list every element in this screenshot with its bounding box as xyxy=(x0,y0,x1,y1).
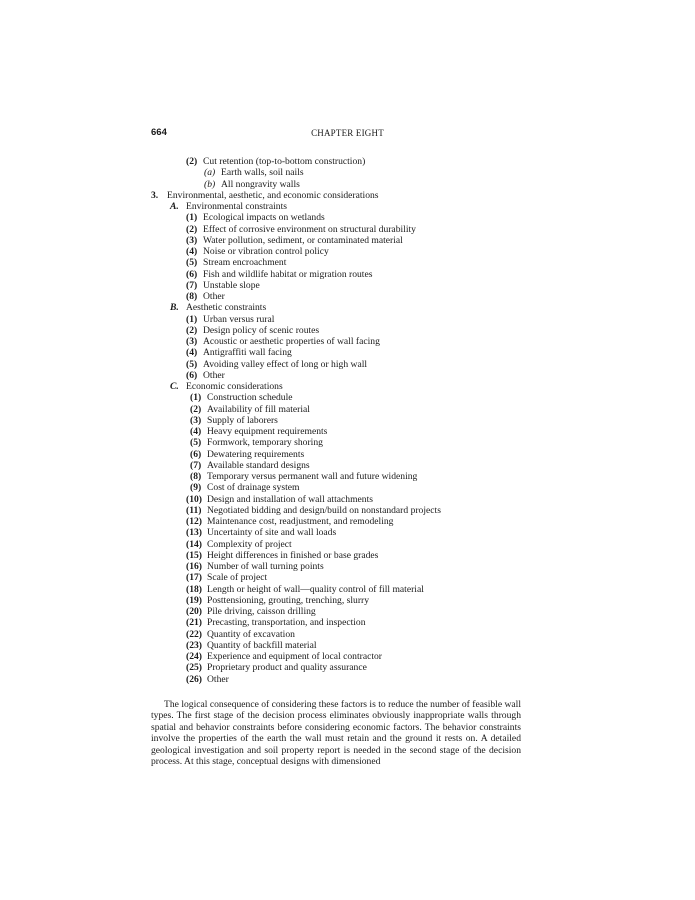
list-item-text: Height differences in finished or base grades xyxy=(207,549,379,561)
list-item-text: Formwork, temporary shoring xyxy=(207,437,323,449)
group-heading-text: Aesthetic constraints xyxy=(186,302,267,314)
list-item-number: (8) xyxy=(190,471,202,482)
group-heading xyxy=(170,302,267,314)
list-item xyxy=(186,223,416,235)
page-number: 664 xyxy=(151,127,167,138)
list-item xyxy=(190,459,310,471)
list-item xyxy=(186,347,292,359)
list-item-number: (24) xyxy=(186,651,202,662)
list-item-text: Posttensioning, grouting, trenching, slurry xyxy=(207,594,370,606)
list-item-text: Other xyxy=(203,291,225,302)
list-item-text: Cost of drainage system xyxy=(207,482,300,494)
list-item-number: (6) xyxy=(190,448,202,460)
list-item-number: (3) xyxy=(190,414,202,426)
list-item-text: Construction schedule xyxy=(207,392,293,404)
list-item-number: (15) xyxy=(186,549,202,561)
list-item-text: Quantity of excavation xyxy=(207,628,295,640)
group-heading xyxy=(170,381,283,392)
list-item-number: (5) xyxy=(186,358,198,370)
section-heading-text: Environmental, aesthetic, and economic considerations xyxy=(167,189,379,201)
list-item-number: (22) xyxy=(186,628,202,640)
list-item xyxy=(186,268,373,280)
list-item-text: Pile driving, caisson drilling xyxy=(207,606,316,617)
list-item-number: (18) xyxy=(186,583,202,595)
list-item-number: (6) xyxy=(186,268,198,280)
list-item-text: Negotiated bidding and design/build on nonstandard projects xyxy=(207,504,441,516)
list-item-text: Cut retention (top-to-bottom construction) xyxy=(203,156,366,167)
list-item-text: All nongravity walls xyxy=(221,178,300,190)
list-item xyxy=(204,178,300,190)
section-heading-number: 3. xyxy=(151,189,159,201)
list-item-text: Effect of corrosive environment on structural durability xyxy=(203,223,416,235)
group-heading-number: A. xyxy=(170,201,179,212)
list-item xyxy=(186,594,370,606)
list-item xyxy=(186,369,225,381)
list-item-text: Acoustic or aesthetic properties of wall facing xyxy=(203,336,380,347)
list-item xyxy=(186,617,366,629)
list-item-text: Availability of fill material xyxy=(207,403,310,415)
list-item-number: (2) xyxy=(186,156,198,167)
list-item-text: Temporary versus permanent wall and future widening xyxy=(207,471,418,482)
list-item xyxy=(186,583,424,595)
list-item-number: (5) xyxy=(186,257,198,269)
list-item-number: (7) xyxy=(190,459,202,471)
list-item xyxy=(186,234,403,246)
list-item-number: (2) xyxy=(190,403,202,415)
list-item-number: (8) xyxy=(186,291,198,302)
list-item-number: (16) xyxy=(186,561,202,572)
list-item xyxy=(186,673,229,685)
list-item xyxy=(190,403,310,415)
list-item-number: (7) xyxy=(186,279,198,291)
list-item xyxy=(204,167,304,179)
list-item-number: (1) xyxy=(190,392,202,404)
group-heading-number: C. xyxy=(170,381,179,392)
list-item-text: Maintenance cost, readjustment, and remodeling xyxy=(207,516,394,527)
running-head: CHAPTER EIGHT xyxy=(311,128,384,138)
list-item-text: Noise or vibration control policy xyxy=(203,246,329,257)
list-item-number: (3) xyxy=(186,234,198,246)
list-item xyxy=(186,493,373,505)
group-heading-text: Environmental constraints xyxy=(186,201,287,212)
list-item-text: Antigraffiti wall facing xyxy=(203,347,292,359)
list-item-number: (14) xyxy=(186,538,202,550)
list-item-number: (1) xyxy=(186,212,198,224)
list-item-text: Urban versus rural xyxy=(203,313,275,325)
list-item-number: (13) xyxy=(186,527,202,539)
list-item xyxy=(186,504,441,516)
list-item-text: Dewatering requirements xyxy=(207,448,305,460)
list-item-number: (10) xyxy=(186,493,202,505)
list-item-number: (21) xyxy=(186,617,202,629)
list-item-text: Design policy of scenic routes xyxy=(203,324,320,336)
list-item-text: Complexity of project xyxy=(207,538,292,550)
list-item-number: (4) xyxy=(190,426,202,437)
list-item-number: (19) xyxy=(186,594,202,606)
list-item-number: (2) xyxy=(186,324,198,336)
list-item-text: Available standard designs xyxy=(207,459,310,471)
list-item-number: (4) xyxy=(186,347,198,359)
list-item-text: Proprietary product and quality assurance xyxy=(207,662,367,674)
list-item xyxy=(186,606,316,617)
list-item-text: Stream encroachment xyxy=(203,257,287,269)
list-item-text: Other xyxy=(207,673,229,685)
group-heading xyxy=(170,201,287,212)
list-item xyxy=(186,246,329,257)
list-item-text: Scale of project xyxy=(207,572,268,584)
list-item-text: Fish and wildlife habitat or migration routes xyxy=(203,268,373,280)
list-item xyxy=(186,561,324,572)
list-item-text: Heavy equipment requirements xyxy=(207,426,328,437)
list-item xyxy=(190,482,300,494)
list-item xyxy=(190,471,418,482)
list-item xyxy=(190,414,278,426)
list-item-text: Number of wall turning points xyxy=(207,561,324,572)
list-item-number: (5) xyxy=(190,437,202,449)
list-item xyxy=(186,527,337,539)
list-item xyxy=(186,279,260,291)
list-item-number: (11) xyxy=(186,504,202,516)
list-item-number: (4) xyxy=(186,246,198,257)
list-item xyxy=(190,437,323,449)
list-item-number: (3) xyxy=(186,336,198,347)
list-item-number: (23) xyxy=(186,639,202,651)
list-item-text: Precasting, transportation, and inspection xyxy=(207,617,366,629)
list-item xyxy=(186,313,275,325)
list-item xyxy=(186,662,367,674)
list-item xyxy=(186,639,317,651)
list-item-number: (a) xyxy=(204,167,216,179)
list-item xyxy=(186,156,366,167)
list-item xyxy=(186,257,287,269)
list-item-number: (20) xyxy=(186,606,202,617)
section-heading xyxy=(151,189,379,201)
list-item-number: (2) xyxy=(186,223,198,235)
list-item-number: (6) xyxy=(186,369,198,381)
list-item-number: (b) xyxy=(204,178,216,190)
list-item-number: (12) xyxy=(186,516,202,527)
list-item-text: Avoiding valley effect of long or high wall xyxy=(203,358,368,370)
list-item-text: Unstable slope xyxy=(203,279,260,291)
list-item-number: (9) xyxy=(190,482,202,494)
list-item-text: Design and installation of wall attachments xyxy=(207,493,373,505)
list-item-text: Earth walls, soil nails xyxy=(221,167,304,179)
list-item-text: Ecological impacts on wetlands xyxy=(203,212,325,224)
list-item xyxy=(186,628,295,640)
list-item xyxy=(186,549,379,561)
list-item-text: Uncertainty of site and wall loads xyxy=(207,527,337,539)
list-item xyxy=(186,324,320,336)
list-item-number: (25) xyxy=(186,662,202,674)
list-item xyxy=(186,516,394,527)
list-item xyxy=(186,212,325,224)
list-item xyxy=(186,358,368,370)
list-item-text: Other xyxy=(203,369,225,381)
list-item-text: Quantity of backfill material xyxy=(207,639,317,651)
list-item xyxy=(190,426,328,437)
group-heading-text: Economic considerations xyxy=(186,381,283,392)
group-heading-number: B. xyxy=(170,302,179,314)
list-item-text: Experience and equipment of local contractor xyxy=(207,651,383,662)
list-item xyxy=(190,392,293,404)
list-item-number: (1) xyxy=(186,313,198,325)
list-item xyxy=(186,572,268,584)
list-item-number: (17) xyxy=(186,572,202,584)
list-item xyxy=(186,336,380,347)
list-item xyxy=(186,651,383,662)
list-item xyxy=(186,538,292,550)
list-item-text: Water pollution, sediment, or contaminated material xyxy=(203,234,403,246)
list-item-text: Length or height of wall—quality control of fill material xyxy=(207,583,424,595)
list-item-number: (26) xyxy=(186,673,202,685)
body-paragraph: The logical consequence of considering these factors is to reduce the number of feasible wall types. The first stage of the decision process eliminates obviously inappropriate walls through spatial and behavior constraints before considering economic factors. The behavior constraints involve the properties of the earth the wall must retain and the ground it rests on. A detailed geological investigation and soil property report is needed in the second stage of the decision process. At this stage, conceptual designs with dimensioned xyxy=(151,699,521,768)
list-item xyxy=(190,448,305,460)
list-item-text: Supply of laborers xyxy=(207,414,278,426)
list-item xyxy=(186,291,225,302)
